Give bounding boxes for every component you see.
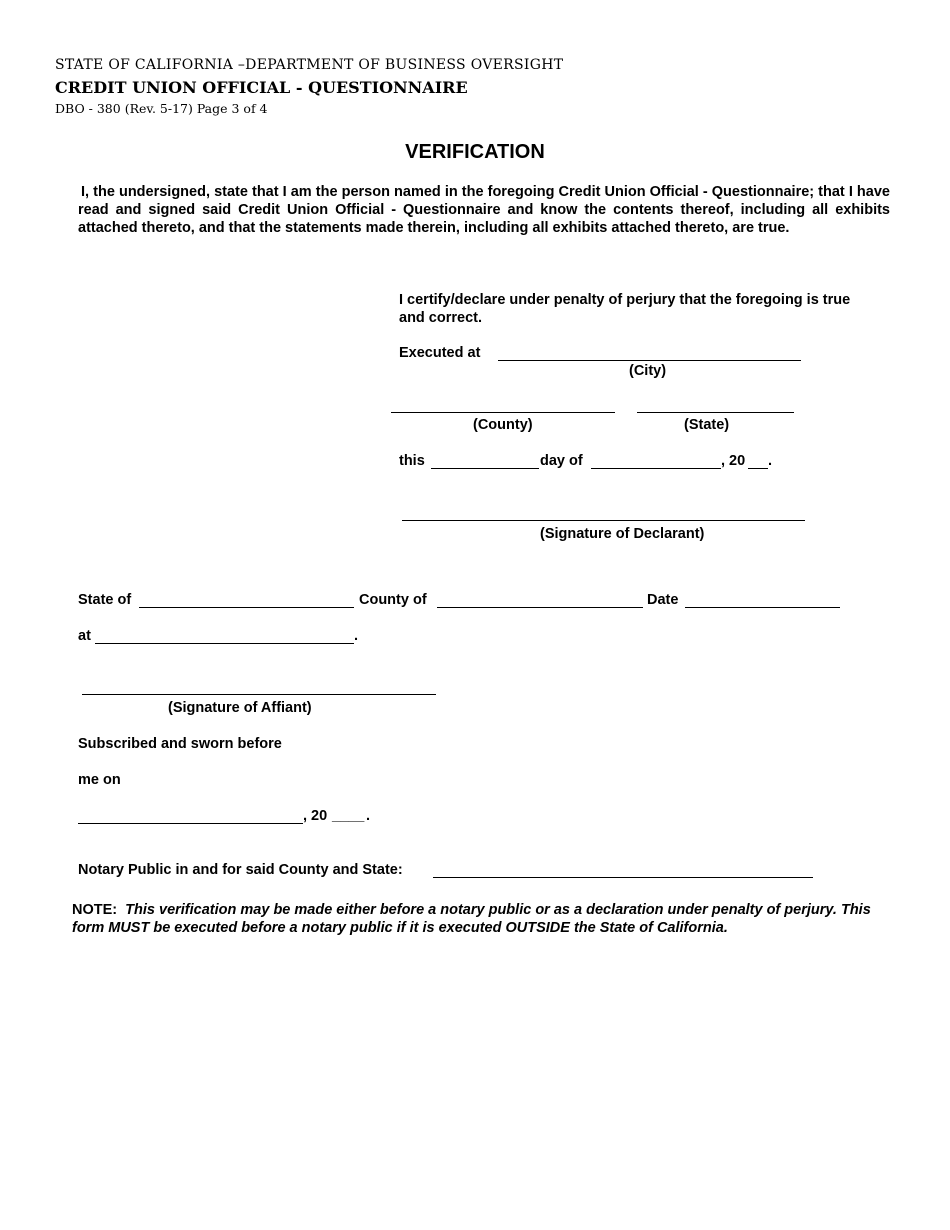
affiant-signature-line[interactable] <box>82 694 436 695</box>
agency-name: STATE OF CALIFORNIA –DEPARTMENT OF BUSINESS OVERSIGHT <box>55 57 564 73</box>
certify-text: I certify/declare under penalty of perjury that the foregoing is true and correct. <box>399 292 851 326</box>
county-label: (County) <box>473 417 533 433</box>
state-of-label: State of <box>78 592 132 608</box>
executed-at-label: Executed at <box>399 345 481 361</box>
year-prefix: , 20 <box>721 453 746 469</box>
year-line[interactable] <box>748 468 768 469</box>
page-title: VERIFICATION <box>405 141 545 163</box>
notary-line[interactable] <box>433 877 813 878</box>
day-line[interactable] <box>431 468 539 469</box>
day-of-label: day of <box>540 453 583 469</box>
county-of-line[interactable] <box>437 607 643 608</box>
month-line[interactable] <box>591 468 721 469</box>
year-period: . <box>768 453 773 469</box>
notary-label: Notary Public in and for said County and State: <box>78 862 403 878</box>
note <box>72 901 902 937</box>
date-label: Date <box>647 592 679 608</box>
subscribed-label: Subscribed and sworn before <box>78 736 282 752</box>
state-label: (State) <box>684 417 730 433</box>
form-title: CREDIT UNION OFFICIAL - QUESTIONNAIRE <box>55 78 468 97</box>
sworn-year-blank[interactable]: ____ <box>332 808 365 824</box>
this-label: this <box>399 453 425 469</box>
sworn-date-line[interactable] <box>78 823 303 824</box>
city-label: (City) <box>629 363 667 379</box>
form-number: DBO - 380 (Rev. 5-17) Page 3 of 4 <box>55 101 268 116</box>
me-on-label: me on <box>78 772 121 788</box>
city-line[interactable] <box>498 360 801 361</box>
date-line[interactable] <box>685 607 840 608</box>
at-label: at <box>78 628 91 644</box>
state-of-line[interactable] <box>139 607 354 608</box>
county-of-label: County of <box>359 592 427 608</box>
state-line[interactable] <box>637 412 794 413</box>
at-period: . <box>354 628 359 644</box>
declarant-signature-line[interactable] <box>402 520 805 521</box>
sworn-period: . <box>366 808 371 824</box>
note-label: NOTE: <box>72 902 118 918</box>
affiant-signature-label: (Signature of Affiant) <box>168 700 312 716</box>
note-text: This verification may be made either before a notary public or as a declaration under penalty of perjury. This form MUST be executed before a notary public if it is executed OUTSIDE the State of California. <box>72 902 871 936</box>
county-line[interactable] <box>391 412 615 413</box>
verification-statement: I, the undersigned, state that I am the person named in the foregoing Credit Union Official - Questionnaire; that I have read and signed said Credit Union Official - Questionnaire and know the contents thereof, including all exhibits attached thereto, and that the statements made therein, including all exhibits attached thereto, are true. <box>78 184 890 236</box>
at-line[interactable] <box>95 643 354 644</box>
sworn-year-prefix: , 20 <box>303 808 328 824</box>
declarant-signature-label: (Signature of Declarant) <box>540 526 705 542</box>
